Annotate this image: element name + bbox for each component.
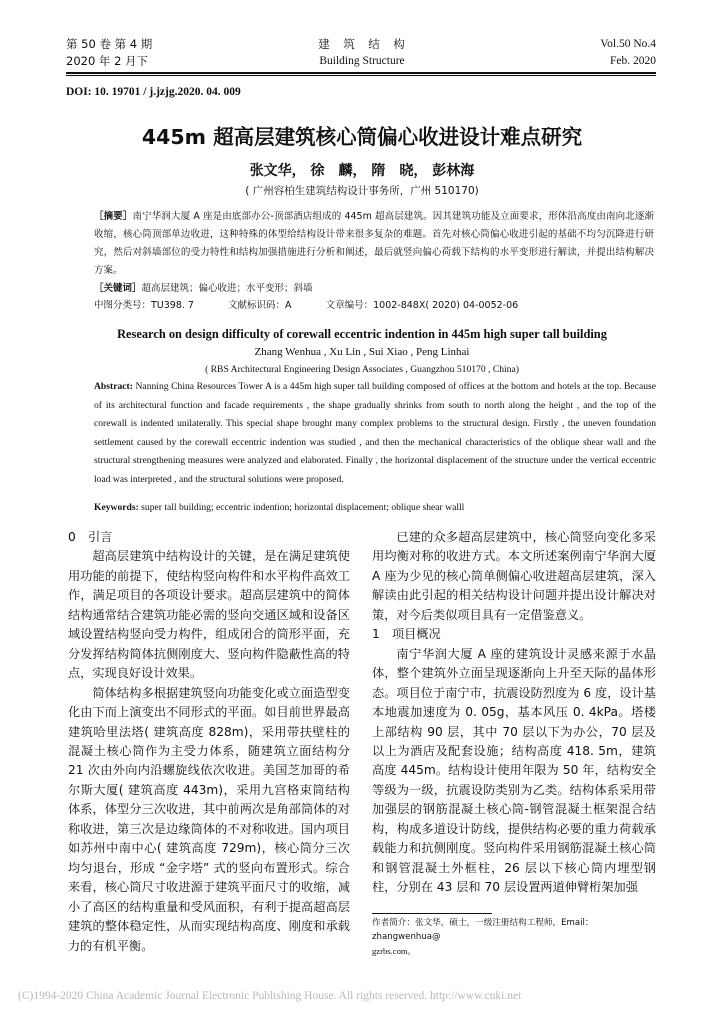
overview-paragraph-1: 南宁华润大厦 A 座的建筑设计灵感来源于水晶体，整个建筑外立面呈现逐渐向上升至天际的晶体形态。项目位于南宁市，抗震设防烈度为 6 度，设计基本地震加速度为 0. 05g，基本风压 0. 4kPa。塔楼上部结构 90 层，其中 70 层以下为办公，70 层及以上为酒店及配套设施；结构高度 418. 5m，建筑高度 445m。结构设计使用年限为 50 年，结构安全等级为一级，抗震设防类别为乙类。结构体系采用带加强层的钢筋混凝土核心筒-钢管混凝土框架混合结构，构成多道设计防线，提供结构必要的重力荷载承载能力和抗侧刚度。竖向构件采用钢筋混凝土核心筒和钢管混凝土外框柱，26 层以下核心筒内埋型钢柱，分别在 43 层和 70 层设置两道伸臂桁架加强: [372, 646, 656, 895]
footnote-line-1: 作者简介：张文华，硕士，一级注册结构工程师，Email：zhangwenhua@: [372, 918, 594, 942]
intro-paragraph-2: 简体结构多根据建筑竖向功能变化或立面造型变化由下而上演变出不同形式的平面。如目前世界最高建筑哈里法塔( 建筑高度 828m)，采用带扶壁柱的混凝土核心筒作为主受力体系，随建筑立面结构分 21 次由外向内沿螺旋线依次收进。美国芝加哥的希尔斯大厦( 建筑高度 443m)，采用九宫格束筒结构体系，体型分三次收进，其中前两次是角部筒体的对称收进，第三次是边缘筒体的不对称收进。国内项目如苏州中南中心( 建筑高度 729m)，核心筒分三次均匀退台，形成 “金字塔” 式的竖向布置形式。综合来看，核心筒尺寸收进源于建筑平面尺寸的收缩，减小了高区的结构重量和受风面积，有利于提高超高层建筑的整体稳定性，从而实现结构高度、刚度和承载力的有机平衡。: [68, 685, 350, 953]
cnki-watermark: (C)1994-2020 China Academic Journal Electronic Publishing House. All rights reserved. http://www.cnki.net: [18, 990, 522, 1002]
footnote: [372, 916, 656, 958]
right-column: [372, 528, 656, 898]
abstract-en-text: Nanning China Resources Tower A is a 445m high super tall building composed of offices at the bottom and hotels at the top. Because of its architectural function and facade requirements , the shape gradually shrinks from south to north along the height , and the top of the corewall is indented unilaterally. This special shape brought many complex problems to the structural design. Firstly , the uneven foundation settlement caused by the corewall eccentric indention was studied , and then the mechanical characteristics of the oblique shear wall and the structural strengthening measures were analyzed and elaborated. Finally , the horizontal displacement of the structure under the vertical eccentric load was interpreted , and the structural solutions were proposed.: [94, 381, 656, 485]
header-rule-thick: [66, 72, 656, 74]
intro-paragraph-1: 超高层建筑中结构设计的关键，是在满足建筑使用功能的前提下，使结构竖向构件和水平构件高效工作，满足项目的各项设计要求。超高层建筑中的简体结构通常结合建筑功能必需的竖向交通区域和设备区域设置结构竖向受力构件，组成闭合的筒形平面，充分发挥结构简体抗侧刚度大、竖向构件隐蔽性高的特点，实现良好设计效果。: [68, 549, 350, 681]
keywords-en-label: Keywords:: [94, 502, 139, 513]
title-zh: 445m 超高层建筑核心筒偏心收进设计难点研究: [141, 125, 583, 149]
section-0-heading: 0 引言: [68, 530, 113, 544]
affiliation-zh: ( 广州容柏生建筑结构设计事务所，广州 510170): [245, 185, 479, 197]
title-en: Research on design difficulty of corewall eccentric indention in 445m high super tall building: [117, 327, 607, 341]
keywords-zh-label: ［关键词］: [94, 283, 142, 294]
date-en: Feb. 2020: [610, 55, 656, 67]
classification-line: [94, 297, 654, 315]
issue-en: Vol.50 No.4: [600, 38, 656, 50]
article-number: 文章编号：1002-848X( 2020) 04-0052-06: [325, 300, 519, 311]
left-column: [68, 528, 350, 956]
date-zh: 2020 年 2 月下: [66, 54, 149, 68]
document-code: 文献标识码：A: [228, 300, 292, 311]
authors-en: Zhang Wenhua , Xu Lin , Sui Xiao , Peng Linhai: [254, 346, 470, 358]
keywords-zh-text: 超高层建筑；偏心收进；水平变形；斜墙: [141, 283, 313, 294]
keywords-en: [94, 499, 656, 518]
header-rule-thin: [66, 75, 656, 76]
journal-title-en: Building Structure: [319, 55, 405, 67]
clc-number: 中图分类号：TU398. 7: [94, 300, 194, 311]
footnote-rule: [372, 913, 492, 914]
journal-title-zh: 建 筑 结 构: [318, 37, 406, 51]
doi: DOI: 10. 19701 / j.jzjg.2020. 04. 009: [66, 86, 241, 98]
abstract-zh-text: 南宁华润大厦 A 座是由底部办公-顶部酒店组成的 445m 超高层建筑。因其建筑功能及立面要求，形体沿高度由南向北逐渐收缩，核心筒顶部单边收进，这种特殊的体型给结构设计带来很多复杂的难题。首先对核心筒偏心收进引起的基础不均匀沉降进行研究，然后对斜墙部位的受力特性和结构加强措施进行分析和阐述，最后就竖向偏心荷载下结构的水平变形进行解读，并提出结构解决方案。: [94, 211, 654, 276]
keywords-zh: [94, 280, 654, 298]
authors-zh: 张文华， 徐 麟， 隋 晓， 彭林海: [249, 163, 475, 179]
keywords-en-text: super tall building; eccentric indention; horizontal displacement; oblique shear walll: [138, 502, 465, 513]
issue-zh: 第 50 卷 第 4 期: [66, 37, 153, 51]
footnote-line-2: gzrbs.com。: [372, 946, 417, 956]
abstract-en: [94, 378, 656, 489]
abstract-zh-label: ［摘要］: [94, 211, 133, 222]
abstract-en-label: Abstract:: [94, 381, 133, 392]
affiliation-en: ( RBS Architectural Engineering Design Associates , Guangzhou 510170 , China): [205, 364, 519, 375]
intro-paragraph-3: 已建的众多超高层建筑中，核心筒竖向变化多采用均衡对称的收进方式。本文所述案例南宁华润大厦 A 座为少见的核心筒单侧偏心收进超高层建筑，深入解读由此引起的相关结构设计问题并提出设计解决对策，对今后类似项目具有一定借鉴意义。: [372, 530, 656, 622]
section-1-heading: 1 项目概况: [372, 627, 441, 642]
abstract-zh: [94, 208, 654, 280]
